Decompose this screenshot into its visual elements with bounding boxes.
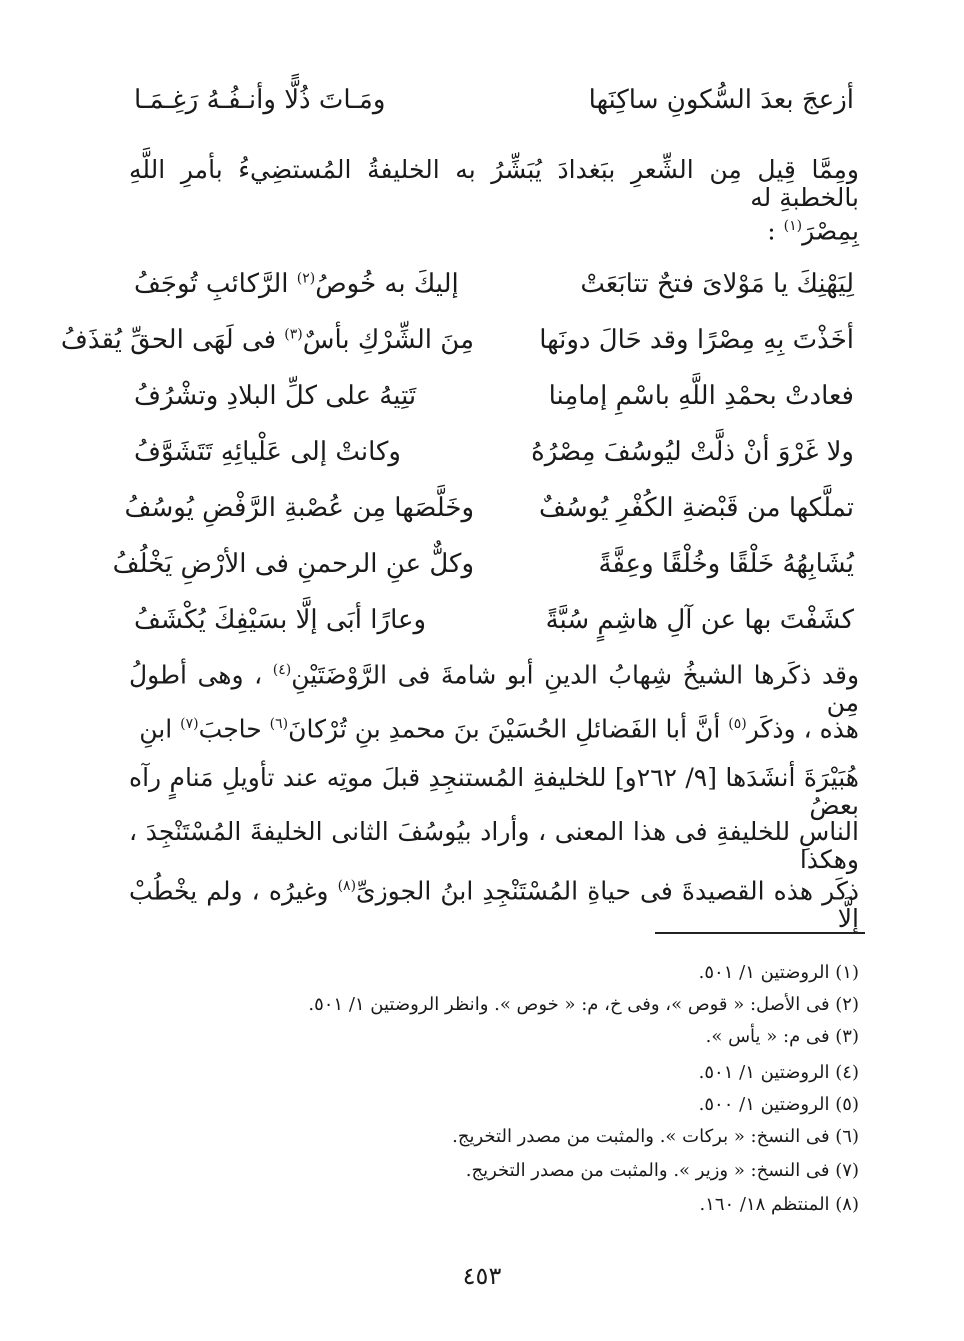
paragraph-text: وغيرُه ، ولم يخْطُبْ إلَّا: [129, 876, 859, 934]
footnote: (٨) المنتظم ١٨/ ١٦٠.: [699, 1194, 859, 1215]
paragraph-line: [129, 818, 859, 874]
paragraph-text: هُبَيْرَةَ أنشَدَها [٩/ ٢٦٢و] للخليفةِ المُستنجِدِ قبلَ موتِه عند تأويلِ مَنامٍ رآه بعضُ: [129, 763, 859, 820]
verse-second-hemistich: وكانتْ إلى عَلْيائِهِ تَتَشَوَّفُ: [134, 437, 401, 467]
verse-first-hemistich: لِيَهْنِكَ يا مَوْلاىَ فتحٌ تتابَعَتْ: [580, 269, 854, 299]
verse-first-hemistich: ولا غَرْوَ أنْ ذلَّتْ ليُوسُفَ مِصْرُهُ: [531, 437, 854, 467]
footnote: (٦) فى النسخ: « بركات ». والمثبت من مصدر التخريج.: [452, 1126, 859, 1147]
footnote-ref[interactable]: (١): [783, 218, 803, 234]
intro-colon: :: [767, 216, 776, 246]
paragraph-text: حاجبَ: [198, 714, 262, 744]
paragraph-line: [129, 710, 859, 743]
poem-verse: [134, 430, 854, 474]
footnote: (١) الروضتين ١/ ٥٠١.: [698, 962, 859, 983]
hemistich-text: فى لَهَى الحقِّ يُقذَفُ: [60, 325, 276, 355]
verse-second-hemistich: تَتِيهُ على كلِّ البلادِ وتشْرُفُ: [134, 381, 417, 411]
paragraph-text: أنَّ أبا الفَضائلِ الحُسَيْنَ بنَ محمدِ بنِ تُرْكانَ: [288, 714, 721, 744]
footnote-ref[interactable]: (٥): [728, 716, 747, 732]
paragraph-line: [129, 656, 859, 717]
intro-line-2: [129, 212, 859, 245]
hemistich-text: مِنَ الشِّرْكِ بأسٌ: [302, 325, 474, 355]
verse-second-hemistich: وكلٌّ عنِ الرحمنِ فى الأرْضِ يَخْلُفُ: [112, 549, 474, 579]
page-number: ٤٥٣: [462, 1262, 502, 1290]
intro-line-1: [129, 156, 859, 212]
verse-second-hemistich: [60, 325, 474, 355]
footnote-ref[interactable]: (٨): [337, 878, 357, 894]
poem-verse: [134, 374, 854, 418]
footnote: (٤) الروضتين ١/ ٥٠١.: [698, 1062, 859, 1083]
paragraph-text: ابنِ: [139, 714, 173, 744]
footnote-separator: [655, 932, 865, 934]
hemistich-text: الرَّكائبِ تُوجَفُ: [134, 269, 289, 299]
verse-second-hemistich: [134, 269, 474, 299]
footnote-ref[interactable]: (٧): [180, 716, 199, 732]
verse-first-hemistich: كشَفْتَ بها عن آلِ هاشِمٍ سُبَّةً: [545, 605, 854, 635]
footnote: (٥) الروضتين ١/ ٥٠٠.: [698, 1094, 859, 1115]
paragraph-line: [129, 764, 859, 820]
footnote: (٣) فى م: « يأس ».: [705, 1026, 859, 1047]
paragraph-text: ذكَر هذه القصيدةَ فى حياةِ المُسْتَنْجِدِ ابنُ الجوزىِّ: [356, 876, 859, 906]
verse-second-hemistich: وخَلَّصَها مِن عُصْبةِ الرَّفْضِ يُوسُفُ: [124, 493, 474, 523]
paragraph-text: وقد ذكَرها الشيخُ شِهابُ الدينِ أبو شامةَ فى الرَّوْضَتَيْنِ: [291, 660, 860, 690]
verse-first-hemistich: أزعجَ بعدَ السُّكونِ ساكِنَها: [588, 85, 854, 115]
footnote-ref[interactable]: (٢): [296, 270, 316, 287]
paragraph-text: ، وهى أطولُ مِن: [129, 660, 859, 718]
poem-verse: [124, 486, 854, 530]
intro-text-egypt: بِمِصْرَ: [802, 216, 859, 246]
verse-first-hemistich: تملَّكها من قَبْضةِ الكُفْرِ يُوسُفٌ: [538, 493, 854, 523]
poem-verse: [112, 542, 854, 586]
intro-text: ومِمَّا قِيل مِن الشِّعرِ ببَغدادَ يُبَشِّرُ به الخليفةُ المُستضِيءُ بأمرِ اللَّهِ بالخطبةِ له: [129, 155, 859, 212]
paragraph-text: الناسِ للخليفةِ فى هذا المعنى ، وأراد بيُوسُفَ الثانى الخليفةَ المُسْتَنْجِدَ ، وهكذا: [129, 817, 859, 874]
poem-verse: [60, 318, 854, 362]
paragraph-text: هذه ، وذكَر: [746, 714, 859, 744]
footnote-ref[interactable]: (٣): [284, 326, 303, 343]
verse-first-hemistich: يُشَابِهُهُ خَلْقًا وخُلْقًا وعِفَّةً: [598, 549, 854, 579]
verse-second-hemistich: وعارًا أبَى إلَّا بسَيْفِكَ يُكْشَفُ: [134, 605, 427, 635]
footnote-ref[interactable]: (٤): [272, 662, 292, 678]
footnote: (٢) فى الأصل: « قوص »، وفى خ، م: « خوص ». وانظر الروضتين ١/ ٥٠١.: [308, 994, 859, 1015]
footnote-ref[interactable]: (٦): [269, 716, 289, 732]
poem-verse: [134, 262, 854, 306]
verse-second-hemistich: ومَـاتَ ذُلًّا وأنـفُـهُ رَغِـمَـا: [134, 85, 386, 115]
hemistich-text: إليكَ به خُوصُ: [315, 269, 459, 299]
paragraph-line: [129, 872, 859, 933]
footnote: (٧) فى النسخ: « وزير ». والمثبت من مصدر التخريج.: [465, 1160, 859, 1181]
verse-first-hemistich: فعادتْ بحمْدِ اللَّهِ باسْمِ إمامِنا: [548, 381, 854, 411]
verse-first-hemistich: أخَذْتَ بِهِ مِصْرًا وقد حَالَ دونَها: [539, 325, 854, 355]
verse-line-top: [134, 78, 854, 122]
poem-verse: [134, 598, 854, 642]
